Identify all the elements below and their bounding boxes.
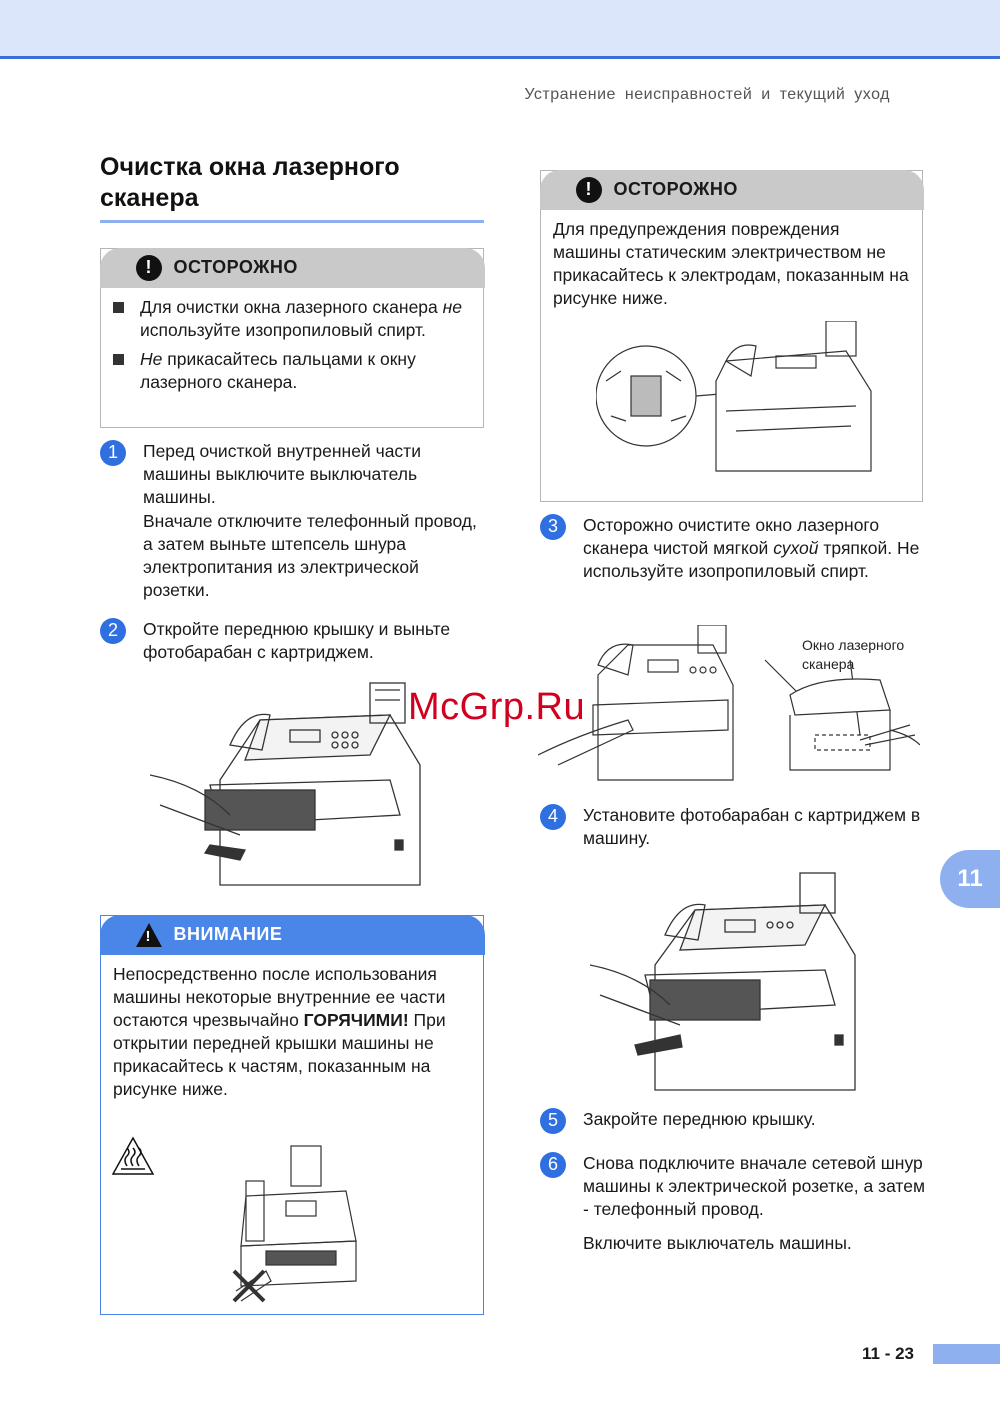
- top-band: [0, 0, 1000, 59]
- step-text: Перед очисткой внутренней части машины выключите выключатель машины.: [143, 441, 421, 508]
- step-number: 4: [540, 804, 566, 830]
- title-rule: [100, 220, 484, 223]
- step-4: [540, 804, 925, 850]
- page-bar: [933, 1344, 1000, 1364]
- step-text: Осторожно очистите окно лазерного сканера чистой мягкой сухой тряпкой. Не используйте изопропиловый спирт.: [583, 515, 920, 582]
- caution-title: ОСТОРОЖНО: [173, 257, 298, 277]
- step-1: [100, 440, 485, 602]
- step-text: Установите фотобарабан с картриджем в машину.: [583, 805, 921, 849]
- step-2: [100, 618, 485, 664]
- install-drum-illustration: [590, 865, 860, 1095]
- caution-box-2: [540, 170, 923, 502]
- caution-header: [100, 248, 485, 288]
- step-text: Снова подключите вначале сетевой шнур машины к электрической розетке, а затем - телефонный провод.: [583, 1153, 926, 1220]
- step-number: 6: [540, 1152, 566, 1178]
- step-3: [540, 514, 925, 584]
- scanner-window-illustration: [760, 655, 920, 773]
- caution-text: Для предупреждения повреждения машины статическим электричеством не прикасайтесь к электродам, показанным на рисунке ниже.: [553, 218, 909, 308]
- step-6: [540, 1152, 925, 1255]
- caution-header: [540, 170, 924, 210]
- caution-bullet: Для очистки окна лазерного сканера не используйте изопропиловый спирт.: [113, 296, 471, 342]
- section-title: Очистка окна лазерного сканера: [100, 153, 400, 212]
- step-text: Закройте переднюю крышку.: [583, 1109, 816, 1129]
- scanner-window-caption: Окно лазерного сканера: [802, 637, 905, 672]
- step-number: 5: [540, 1108, 566, 1134]
- hot-surface-icon: [111, 1136, 155, 1176]
- remove-drum-illustration: [150, 675, 430, 900]
- step-text: Включите выключатель машины.: [583, 1232, 852, 1253]
- caution-title: ОСТОРОЖНО: [613, 179, 738, 199]
- caution-box-1: [100, 248, 484, 428]
- chapter-tab: 11: [940, 850, 1000, 908]
- watermark: McGrp.Ru: [408, 686, 586, 728]
- hot-parts-illustration: [226, 1141, 366, 1311]
- page-number: 11 - 23: [862, 1344, 914, 1363]
- step-text: Вначале отключите телефонный провод, а затем выньте штепсель шнура электропитания из электрической розетки.: [143, 510, 477, 601]
- warning-text: Непосредственно после использования машины некоторые внутренние ее части остаются чрезвычайно ГОРЯЧИМИ! При открытии передней крышки машины не прикасайтесь к частям, показанным на рисунке ниже.: [113, 963, 446, 1099]
- step-5: [540, 1108, 925, 1131]
- step-number: 3: [540, 514, 566, 540]
- step-number: 1: [100, 440, 126, 466]
- caution-bullet: Не прикасайтесь пальцами к окну лазерного сканера.: [113, 348, 471, 394]
- warning-triangle-icon: !: [136, 923, 162, 947]
- step-number: 2: [100, 618, 126, 644]
- exclamation-icon: !: [136, 255, 162, 281]
- warning-header: [100, 915, 485, 955]
- warning-title: ВНИМАНИЕ: [173, 924, 283, 944]
- electrodes-illustration: [596, 321, 876, 481]
- exclamation-icon: !: [576, 177, 602, 203]
- running-header: Устранение неисправностей и текущий уход: [524, 86, 890, 103]
- step-text: Откройте переднюю крышку и выньте фотобарабан с картриджем.: [143, 619, 451, 663]
- warning-box: [100, 915, 484, 1315]
